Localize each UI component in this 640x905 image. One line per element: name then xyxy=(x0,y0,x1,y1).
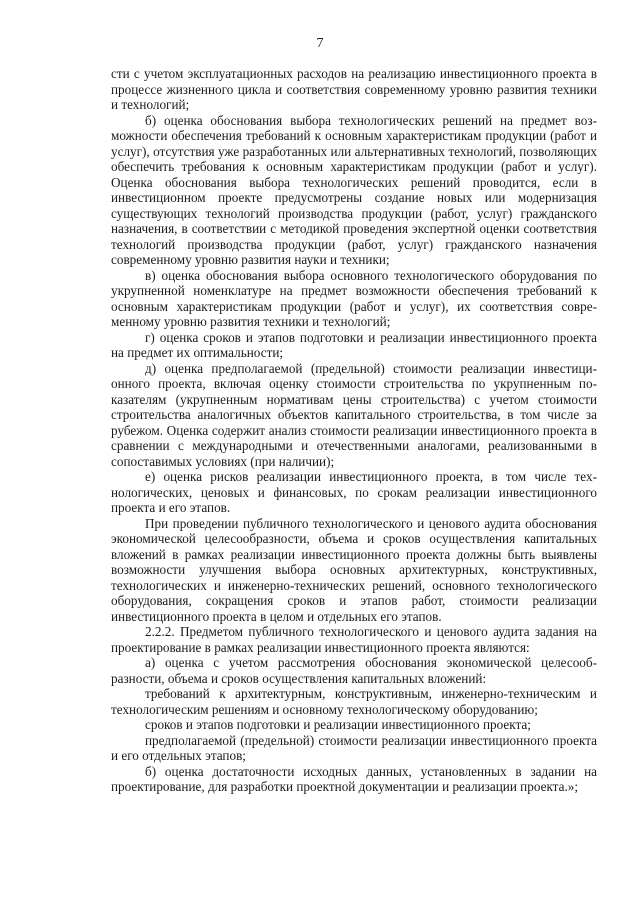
paragraph-sub-b: б) оценка достаточности исходных данных, установленных в задании на проектирование, для разработки проектной документации и реализации проекта.»; xyxy=(111,763,597,794)
paragraph-item-e: е) оценка рисков реализации инвестиционного проекта, в том числе технологических, ценовых и финансовых, по срокам реализации инвестиционного проекта и его этапов. xyxy=(111,469,597,515)
paragraph-item-b: б) оценка обоснования выбора технологических решений на предмет возможности обеспечения требований к основным характеристикам продукции (работ и услуг), отсутствия уже разработанных или альтернативных технологий, позволяющих обеспечить требования к основным характеристикам продукции (работ и услуг). Оценка обоснования выбора технологических решений проводится, если в инвестиционном проекте предусмотрены создание новых или модернизация существующих технологий производства продукции (работ, услуг) гражданского назначения, в соответствии с методикой проведения экспертной оценки соответствия технологий производства продукции (работ, услуг) гражданского назначения современному уровню развития науки и техники; xyxy=(111,112,597,267)
page-number: 7 xyxy=(316,36,324,51)
document-body xyxy=(111,66,597,795)
paragraph-item-d: д) оценка предполагаемой (предельной) стоимости реализации инвестиционного проекта, включая оценку стоимости строительства по укрупненным показателям (укрупненным нормативам цены строительства) с учетом стоимости строительства аналогичных объектов капитального строительства, в том числе за рубежом. Оценка содержит анализ стоимости реализации инвестиционного проекта в сравнении с международными и отечественными аналогами, реализованными в сопоставимых условиях (при наличии); xyxy=(111,360,597,469)
paragraph-cost-list: предполагаемой (предельной) стоимости реализации инвестиционного проекта и его отдельных этапов; xyxy=(111,732,597,763)
paragraph-audit-requirements: При проведении публичного технологического и ценового аудита обоснования экономической целесообразности, объема и сроков осуществления капитальных вложений в рамках реализации инвестиционного проекта должны быть выявлены возможности улучшения выбора основных архитектурных, конструктивных, технологических и инженерно-технических решений, основного технологического оборудования, сокращения сроков и этапов работ, стоимости реализации инвестиционного проекта в целом и отдельных его этапов. xyxy=(111,515,597,624)
paragraph-sub-a: а) оценка с учетом рассмотрения обоснования экономической целесообразности, объема и сроков осуществления капитальных вложений: xyxy=(111,655,597,686)
paragraph-item-v: в) оценка обоснования выбора основного технологического оборудования по укрупненной номенклатуре на предмет возможности обеспечения требований к основным характеристикам продукции (работ и услуг), их соответствия современному уровню развития техники и технологий; xyxy=(111,267,597,329)
paragraph-continuation: сти с учетом эксплуатационных расходов на реализацию инвестиционного проекта в процессе жизненного цикла и соответствия современному уровню развития техники и технологий; xyxy=(111,66,597,112)
paragraph-requirements-list: требований к архитектурным, конструктивным, инженерно-техническим и технологическим решениям и основному технологическому оборудованию; xyxy=(111,686,597,717)
paragraph-section-2-2-2: 2.2.2. Предметом публичного технологического и ценового аудита задания на проектирование в рамках реализации инвестиционного проекта являются: xyxy=(111,624,597,655)
paragraph-terms-list: сроков и этапов подготовки и реализации инвестиционного проекта; xyxy=(145,717,531,732)
paragraph-item-g: г) оценка сроков и этапов подготовки и реализации инвестиционного проекта на предмет их оптимальности; xyxy=(111,329,597,360)
